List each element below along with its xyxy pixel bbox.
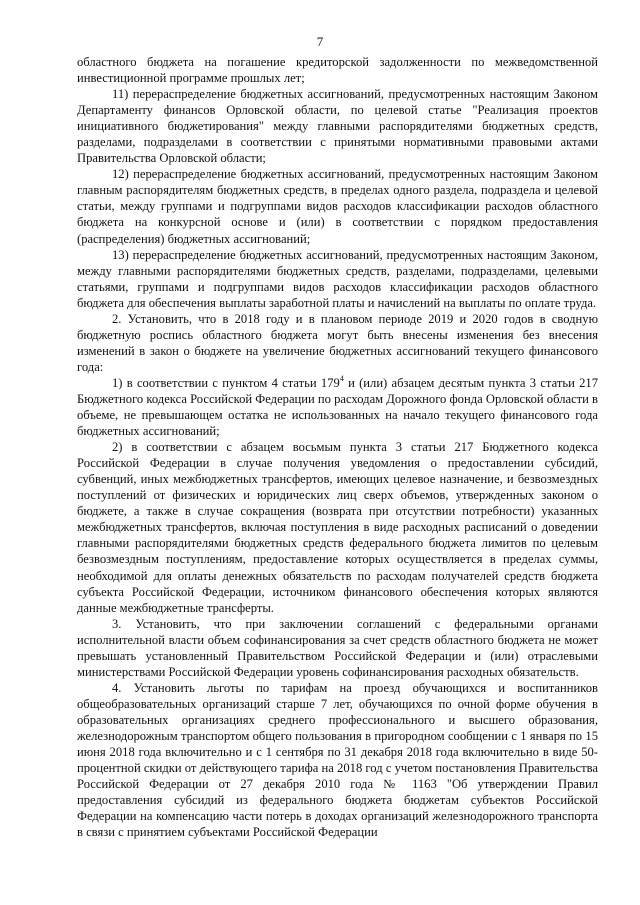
superscript-article-number: 4 bbox=[339, 373, 344, 383]
paragraph-text-after-sup: и (или) абзацем десятым пункта 3 статьи 217 Бюджетного кодекса Российской Федерации по расходам Дорожного фонда Орловской области в объеме, не превышающем остатка не использованных на начало текущего финансового года бюджетных ассигнований; bbox=[77, 375, 598, 439]
paragraph-text-before-sup: 1) в соответствии с пунктом 4 статьи 179 bbox=[112, 375, 340, 390]
paragraph-section-2-item-2: 2) в соответствии с абзацем восьмым пункта 3 статьи 217 Бюджетного кодекса Российской Федерации в случае получения уведомления о предоставлении субсидий, субвенций, иных межбюджетных трансфертов, имеющих целевое назначение, и безвозмездных поступлений от физических и юридических лиц сверх объемов, утвержденных законом о бюджете, а также в случае сокращения (возврата при отсутствии потребности) указанных межбюджетных трансфертов, включая поступления в виде расходных расписаний о доведении главными распорядителями бюджетных средств федерального бюджета лимитов по целевым безвозмездным поступлениям, предоставление которых осуществляется в пределах суммы, необходимой для оплаты денежных обязательств по расходам получателей средств бюджета субъекта Российской Федерации, источником финансового обеспечения которых являются данные межбюджетные трансферты. bbox=[77, 440, 598, 615]
paragraph-item-12: 12) перераспределение бюджетных ассигнований, предусмотренных настоящим Законом главным распорядителям бюджетных средств, в пределах одного раздела, подраздела и целевой статьи, между группами и подгруппами видов расходов классификации расходов областного бюджета на конкурсной основе и (или) в соответствии с порядком предоставления (распределения) бюджетных ассигнований; bbox=[77, 167, 598, 246]
paragraph-section-3: 3. Установить, что при заключении соглашений с федеральными органами исполнительной власти объем софинансирования за счет средств областного бюджета не может превышать установленный Правительством Российской Федерации и (или) отраслевыми министерствами Российской Федерации уровень софинансирования расходных обязательств. bbox=[77, 616, 598, 679]
paragraph-item-13: 13) перераспределение бюджетных ассигнований, предусмотренных настоящим Законом, между главными распорядителями бюджетных средств, разделами, подразделами, целевыми статьями, группами и подгруппами видов расходов классификации расходов областного бюджета для обеспечения выплаты заработной платы и начислений на выплаты по оплате труда. bbox=[77, 247, 598, 310]
page-number: 7 bbox=[316, 34, 324, 49]
paragraph-section-4: 4. Установить льготы по тарифам на проезд обучающихся и воспитанников общеобразовательных организаций старше 7 лет, обучающихся по очной форме обучения в образовательных организациях среднего профессионального и высшего образования, железнодорожным транспортом общего пользования в пригородном сообщении с 1 января по 15 июня 2018 года включительно и с 1 сентября по 31 декабря 2018 года включительно в виде 50-процентной скидки от действующего тарифа на 2018 год с учетом постановления Правительства Российской Федерации от 27 декабря 2010 года № 1163 "Об утверждении Правил предоставления субсидий из федерального бюджета бюджетам субъектов Российской Федерации на компенсацию части потерь в доходах организаций железнодорожного транспорта в связи с принятием субъектами Российской Федерации bbox=[77, 680, 598, 840]
document-body bbox=[77, 54, 598, 840]
paragraph-continuation: областного бюджета на погашение кредиторской задолженности по межведомственной инвестиционной программе прошлых лет; bbox=[77, 55, 598, 86]
paragraph-section-2-item-1 bbox=[77, 375, 598, 439]
paragraph-item-11: 11) перераспределение бюджетных ассигнований, предусмотренных настоящим Законом Департаменту финансов Орловской области, по целевой статье "Реализация проектов инициативного бюджетирования" между главными распорядителями бюджетных средств, разделами, подразделами в соответствии с принятыми нормативными правовыми актами Правительства Орловской области; bbox=[77, 87, 598, 166]
paragraph-section-2: 2. Установить, что в 2018 году и в плановом периоде 2019 и 2020 годов в сводную бюджетную роспись областного бюджета могут быть внесены изменения без внесения изменений в закон о бюджете на увеличение бюджетных ассигнований текущего финансового года: bbox=[77, 311, 598, 374]
